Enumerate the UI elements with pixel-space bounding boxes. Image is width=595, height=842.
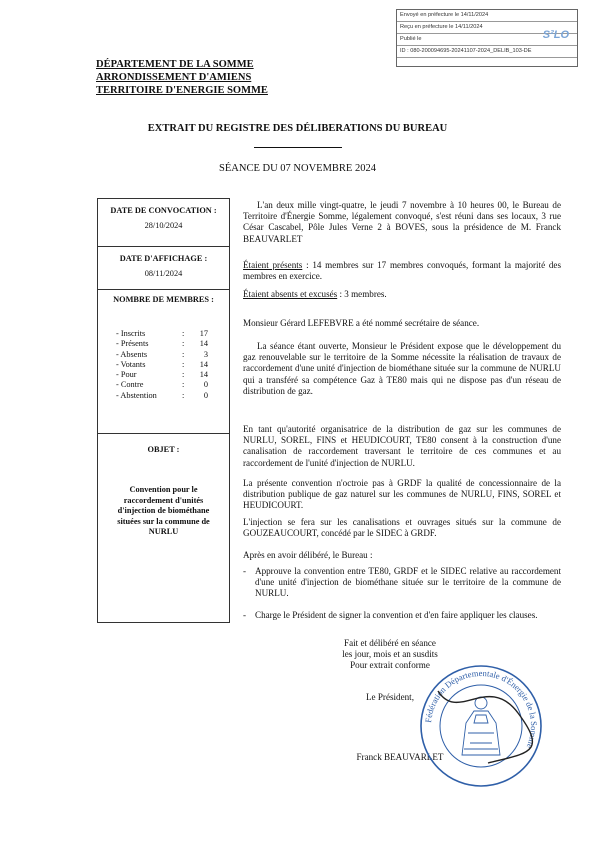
stamp-received: Reçu en préfecture le 14/11/2024 — [397, 22, 577, 34]
arrondissement-line: ARRONDISSEMENT D'AMIENS — [96, 72, 252, 83]
convention-paragraph: La présente convention n'octroie pas à GRDF la qualité de concessionnaire de la distribution publique de gaz naturel sur les communes de NURLU, FINS, SOREL et HEUDICOURT. — [243, 478, 561, 511]
signature-line-3: Pour extrait conforme — [350, 660, 430, 671]
sidebar-divider — [98, 289, 229, 290]
signature-line-2: les jour, mois et an susdits — [342, 649, 438, 660]
member-row: - Présents : 14 — [116, 339, 208, 349]
seance-date: SÉANCE DU 07 NOVEMBRE 2024 — [219, 163, 376, 174]
seal-text: Fédération Départementale d'Énergie de la Somme — [423, 667, 540, 750]
territoire-line: TERRITOIRE D'ENERGIE SOMME — [96, 85, 268, 96]
info-sidebar — [97, 198, 230, 623]
president-name: Franck BEAUVARLET — [356, 752, 444, 762]
absent-paragraph: Étaient absents et excusés : 3 membres. — [243, 289, 387, 299]
affichage-date: 08/11/2024 — [144, 269, 183, 278]
president-title: Le Président, — [366, 692, 414, 702]
sidebar-divider — [98, 246, 229, 247]
stamp-id: ID : 080-200094695-20241107-2024_DELIB_103-DE — [397, 46, 577, 58]
member-row: - Pour : 14 — [116, 370, 208, 380]
secretary-paragraph: Monsieur Gérard LEFEBVRE a été nommé secrétaire de séance. — [243, 318, 480, 328]
members-label: NOMBRE DE MEMBRES : — [113, 295, 214, 304]
member-row: - Contre : 0 — [116, 380, 208, 390]
signature-line-1: Fait et délibéré en séance — [344, 638, 436, 648]
injection-paragraph: L'injection se fera sur les canalisations et ouvrages situés sur la commune de GOUZEAUCOURT, concédé par le SIDEC à GRDF. — [243, 517, 561, 539]
expose-paragraph: La séance étant ouverte, Monsieur le Président expose que le développement du gaz renouvelable sur le territoire de la Somme nécessite la réalisation de travaux de raccordement d'une unité d'injection de biométhane située sur la commune de NURLU qui a transféré sa compétence Gaz à TE80 mais qui ne dispose pas d'un réseau de distribution de gaz. — [243, 341, 561, 396]
deliberation-paragraph: Après en avoir délibéré, le Bureau : — [243, 550, 373, 560]
objet-label: OBJET : — [147, 445, 180, 454]
stamp-published: Publié le — [397, 34, 577, 46]
department-header — [96, 58, 268, 97]
stamp-sent: Envoyé en préfecture le 14/11/2024 — [397, 10, 577, 22]
president-signature — [438, 691, 532, 763]
department-line: DÉPARTEMENT DE LA SOMME — [96, 59, 254, 70]
title-divider — [254, 147, 342, 148]
convocation-label: DATE DE CONVOCATION : — [110, 206, 217, 215]
official-seal — [418, 663, 544, 789]
present-paragraph: Étaient présents : 14 membres sur 17 membres convoqués, formant la majorité des membres en exercice. — [243, 260, 561, 282]
authority-paragraph: En tant qu'autorité organisatrice de la distribution de gaz sur les communes de NURLU, SOREL, FINS et HEUDICOURT, TE80 consent à la construction d'une canalisation de raccordement traversant le territoire de ces communes et au raccordement de l'unité d'injection de NURLU. — [243, 424, 561, 468]
members-list — [116, 329, 216, 401]
prefecture-stamp — [396, 9, 578, 67]
opening-paragraph: L'an deux mille vingt-quatre, le jeudi 7 novembre à 10 heures 00, le Bureau de Territoire d'Énergie Somme, légalement convoqué, s'est réuni dans ses locaux, 3 rue César Cascabel, Pôle Jules Verne 2 à BOVES, sous la présidence de M. Franck BEAUVARLET — [243, 200, 561, 244]
decision-item-2: - Charge le Président de signer la convention et d'en faire appliquer les clauses. — [243, 610, 538, 620]
sidebar-divider — [98, 433, 229, 434]
member-row: - Absents : 3 — [116, 349, 208, 359]
s2lo-logo: S²LO — [542, 29, 569, 41]
objet-text: Convention pour le raccordement d'unités d'injection de biométhane situées sur la commune de NURLU — [117, 485, 210, 536]
decision-item-1: - Approuve la convention entre TE80, GRDF et le SIDEC relative au raccordement d'une unité d'injection de biométhane située sur le territoire de la commune de NURLU. — [243, 566, 561, 599]
member-row: - Votants : 14 — [116, 359, 208, 369]
member-row: - Inscrits : 17 — [116, 329, 208, 338]
member-row: - Abstention : 0 — [116, 390, 208, 400]
affichage-label: DATE D'AFFICHAGE : — [119, 254, 208, 263]
seal-emblem — [462, 697, 500, 755]
document-title: EXTRAIT DU REGISTRE DES DÉLIBERATIONS DU BUREAU — [147, 123, 448, 134]
convocation-date: 28/10/2024 — [144, 221, 183, 230]
